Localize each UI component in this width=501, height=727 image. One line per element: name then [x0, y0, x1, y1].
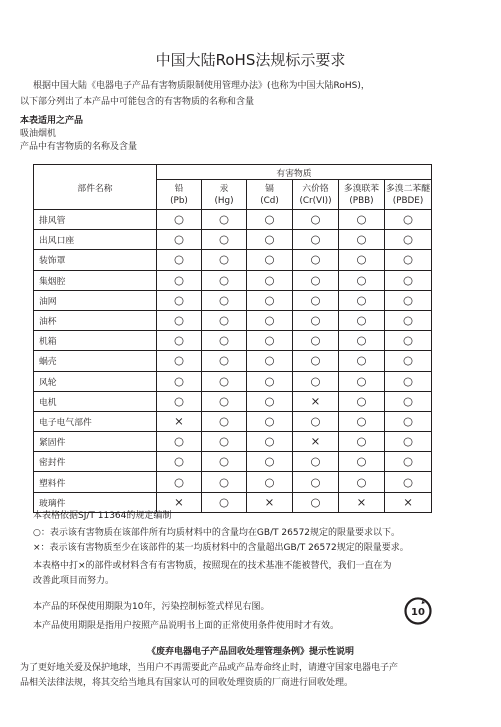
- substance-mark: ○: [218, 474, 230, 489]
- substance-mark: ○: [402, 252, 414, 267]
- substance-mark-cell: [157, 270, 202, 290]
- substance-symbol: (Cr(VI)): [299, 195, 332, 206]
- substance-mark-cell: [247, 331, 293, 351]
- intro-line-2: 以下部分列出了本产品中可能包含的有害物质的名称和含量: [20, 97, 255, 107]
- substance-mark: ○: [173, 313, 185, 328]
- substance-mark: ○: [264, 393, 275, 408]
- substance-mark-cell: [247, 290, 293, 310]
- substance-mark: ○: [310, 474, 321, 489]
- substance-mark-cell: [339, 432, 385, 452]
- substance-header: [339, 180, 385, 210]
- part-name: 油网: [34, 290, 157, 310]
- substance-mark: ○: [173, 272, 185, 287]
- substance-mark: ○: [310, 252, 321, 267]
- part-name: 排风管: [34, 210, 157, 230]
- part-name: 紧固件: [34, 432, 157, 452]
- substance-mark-cell: [157, 331, 202, 351]
- substance-header: [202, 180, 247, 210]
- substance-mark: ○: [173, 292, 185, 307]
- note-tech-line-1: 本表格中打×的部件或材料含有有害物质，按照现在的技术基准不能被替代，我们一直在为: [33, 561, 392, 571]
- substance-mark-cell: [202, 270, 247, 290]
- substance-mark: ×: [403, 494, 413, 509]
- part-name: 油杯: [34, 310, 157, 330]
- substance-mark-cell: [202, 452, 247, 472]
- substance-mark: ○: [218, 292, 230, 307]
- substance-mark-cell: [385, 391, 432, 411]
- substance-mark: ○: [402, 413, 414, 428]
- substance-mark: ○: [173, 454, 185, 469]
- substance-mark: ○: [402, 292, 414, 307]
- note-circle: ○：表示该有害物质在该部件所有均质材料中的含量均在GB/T 26572规定的限量要求以下。: [33, 528, 401, 538]
- substance-mark: ○: [356, 474, 367, 489]
- substance-mark-cell: [293, 310, 339, 330]
- substance-header: [247, 180, 293, 210]
- substance-mark: ×: [356, 494, 367, 509]
- substance-mark: ○: [402, 232, 414, 247]
- substance-mark-cell: [293, 270, 339, 290]
- substance-mark-cell: [157, 310, 202, 330]
- note-basis: 本表格依据SJ/T 11364的规定编制: [33, 511, 172, 521]
- substance-mark: ○: [402, 313, 414, 328]
- substance-mark-cell: [247, 452, 293, 472]
- substance-symbol: (Pb): [170, 195, 188, 206]
- substance-mark-cell: [293, 351, 339, 371]
- substance-mark-cell: [293, 290, 339, 310]
- substance-mark-cell: [339, 230, 385, 250]
- table-row: [34, 210, 432, 230]
- substance-mark: ○: [356, 212, 367, 227]
- substance-mark: ○: [356, 272, 367, 287]
- substance-mark: ○: [356, 393, 367, 408]
- table-row: [34, 230, 432, 250]
- substance-mark-cell: [339, 371, 385, 391]
- part-name: 出风口座: [34, 230, 157, 250]
- substance-symbol: (PBDE): [392, 195, 424, 206]
- substance-mark-cell: [339, 270, 385, 290]
- substance-mark-cell: [247, 492, 293, 512]
- substance-mark: ○: [402, 272, 414, 287]
- substance-mark: ○: [356, 292, 367, 307]
- substance-mark: ○: [173, 353, 185, 368]
- substance-mark: ○: [356, 313, 367, 328]
- note-period: 本产品的环保使用期限为10年，污染控制标签式样见右图。: [33, 602, 270, 612]
- substance-mark-cell: [385, 310, 432, 330]
- part-name: 玻璃件: [34, 492, 157, 512]
- substance-mark-cell: [202, 391, 247, 411]
- substance-mark-cell: [293, 492, 339, 512]
- part-name: 密封件: [34, 452, 157, 472]
- substance-mark: ○: [218, 272, 230, 287]
- substance-mark: ○: [173, 333, 185, 348]
- substance-mark-cell: [202, 432, 247, 452]
- substance-mark-cell: [339, 210, 385, 230]
- substance-header: [293, 180, 339, 210]
- substance-name: 镉: [265, 183, 274, 194]
- note-cross: ×：表示该有害物质至少在该部件的某一均质材料中的含量超出GB/T 26572规定的限量要求。: [33, 543, 409, 553]
- substance-mark: ○: [173, 373, 185, 388]
- substance-mark: ○: [356, 353, 367, 368]
- substance-mark-cell: [202, 230, 247, 250]
- substance-mark-cell: [293, 230, 339, 250]
- substance-mark: ○: [356, 333, 367, 348]
- substance-mark: ○: [218, 373, 230, 388]
- part-name: 塑料件: [34, 472, 157, 492]
- substance-mark: ○: [218, 353, 230, 368]
- substances-group-header: 有害物质: [157, 165, 432, 180]
- substance-mark: ○: [402, 434, 414, 449]
- substance-mark-cell: [157, 452, 202, 472]
- table-row: [34, 331, 432, 351]
- substance-mark-cell: [385, 492, 432, 512]
- substance-mark-cell: [202, 210, 247, 230]
- substance-mark: ○: [173, 393, 185, 408]
- substance-name: 六价铬: [302, 183, 329, 194]
- substance-mark: ○: [310, 494, 321, 509]
- substance-mark-cell: [247, 371, 293, 391]
- substance-mark-cell: [157, 210, 202, 230]
- part-name-header: 部件名称: [34, 165, 157, 210]
- substance-mark-cell: [202, 492, 247, 512]
- substance-mark-cell: [293, 411, 339, 431]
- substance-mark-cell: [293, 371, 339, 391]
- substance-mark: ○: [310, 353, 321, 368]
- part-name: 蜗壳: [34, 351, 157, 371]
- substance-mark: ○: [264, 292, 275, 307]
- substance-mark: ○: [173, 232, 185, 247]
- substance-mark: ○: [310, 313, 321, 328]
- substance-mark: ○: [356, 413, 367, 428]
- substance-mark: ○: [356, 252, 367, 267]
- part-name: 电机: [34, 391, 157, 411]
- substance-symbol: (Hg): [214, 195, 234, 206]
- substance-mark-cell: [247, 391, 293, 411]
- substance-mark: ○: [264, 434, 275, 449]
- table-row: [34, 351, 432, 371]
- substance-symbol: (Cd): [260, 195, 279, 206]
- substance-mark-cell: [202, 331, 247, 351]
- substance-mark: ○: [402, 474, 414, 489]
- substance-mark-cell: [385, 331, 432, 351]
- substance-mark: ○: [264, 333, 275, 348]
- substance-mark: ×: [310, 393, 321, 408]
- substance-mark: ○: [402, 373, 414, 388]
- substance-mark: ○: [173, 434, 185, 449]
- applicable-heading: 本表适用之产品: [20, 116, 84, 126]
- substance-mark: ○: [310, 272, 321, 287]
- substance-mark-cell: [202, 351, 247, 371]
- substance-mark-cell: [157, 391, 202, 411]
- substance-mark: ○: [310, 212, 321, 227]
- substance-mark-cell: [293, 331, 339, 351]
- substance-mark: ○: [356, 454, 367, 469]
- table-row: [34, 290, 432, 310]
- table-row: [34, 371, 432, 391]
- table-row: [34, 432, 432, 452]
- part-name: 集烟腔: [34, 270, 157, 290]
- substance-mark: ○: [310, 232, 321, 247]
- substance-mark: ○: [310, 333, 321, 348]
- logo-number: 10: [411, 606, 425, 618]
- note-tech-line-2: 改善此项目而努力。: [33, 576, 115, 586]
- substance-mark: ○: [356, 434, 367, 449]
- substance-mark-cell: [157, 250, 202, 270]
- part-name: 电子电气部件: [34, 411, 157, 431]
- substance-mark-cell: [385, 452, 432, 472]
- substance-mark-cell: [339, 351, 385, 371]
- substance-mark-cell: [247, 310, 293, 330]
- substance-mark-cell: [385, 472, 432, 492]
- substance-mark: ○: [218, 494, 230, 509]
- substance-mark: ○: [218, 212, 230, 227]
- substance-mark-cell: [339, 411, 385, 431]
- substance-mark-cell: [202, 371, 247, 391]
- substance-mark-cell: [339, 250, 385, 270]
- substance-mark: ×: [310, 434, 321, 449]
- substance-mark-cell: [157, 351, 202, 371]
- substance-mark-cell: [247, 250, 293, 270]
- substance-mark-cell: [385, 250, 432, 270]
- substance-mark: ×: [264, 494, 275, 509]
- table-row: [34, 270, 432, 290]
- table-row: [34, 310, 432, 330]
- substance-mark-cell: [247, 210, 293, 230]
- substance-mark-cell: [293, 391, 339, 411]
- intro-line-1: 根据中国大陆《电器电子产品有害物质限制使用管理办法》(也称为中国大陆RoHS)，: [33, 81, 370, 91]
- substance-mark-cell: [339, 331, 385, 351]
- substance-mark: ○: [356, 373, 367, 388]
- substance-mark: ○: [264, 353, 275, 368]
- substance-mark-cell: [202, 472, 247, 492]
- substance-mark-cell: [339, 492, 385, 512]
- substance-mark: ○: [218, 333, 230, 348]
- substance-name: 多溴二苯醚: [386, 183, 430, 194]
- substance-mark: ○: [310, 373, 321, 388]
- substance-mark: ○: [218, 413, 230, 428]
- substance-mark-cell: [385, 210, 432, 230]
- recycle-line-1: 为了更好地关爱及保护地球，当用户不再需要此产品或产品寿命终止时，请遵守国家电器电子产: [20, 663, 399, 673]
- substance-mark-cell: [247, 230, 293, 250]
- substance-header: [385, 180, 432, 210]
- part-name: 机箱: [34, 331, 157, 351]
- substance-mark-cell: [339, 310, 385, 330]
- hazardous-substances-table: [33, 164, 432, 513]
- substance-mark-cell: [247, 351, 293, 371]
- page-title: 中国大陆RoHS法规标示要求: [155, 51, 346, 69]
- substance-mark-cell: [247, 472, 293, 492]
- substance-mark: ○: [264, 373, 275, 388]
- substance-mark-cell: [157, 472, 202, 492]
- table-row: [34, 391, 432, 411]
- note-usage: 本产品使用期限是指用户按照产品说明书上面的正常使用条件使用时才有效。: [33, 621, 340, 631]
- substance-mark-cell: [385, 270, 432, 290]
- substance-mark: ○: [173, 474, 185, 489]
- substance-mark: ○: [356, 232, 367, 247]
- substance-mark-cell: [247, 411, 293, 431]
- substance-mark: ○: [402, 393, 414, 408]
- substance-mark: ○: [264, 474, 275, 489]
- substance-mark: ○: [218, 313, 230, 328]
- substance-mark-cell: [339, 472, 385, 492]
- substance-name: 多溴联苯: [343, 183, 380, 194]
- pollution-control-logo: [404, 597, 432, 625]
- substance-mark-cell: [293, 452, 339, 472]
- substance-mark-cell: [385, 411, 432, 431]
- substance-mark: ○: [173, 212, 185, 227]
- substance-mark: ○: [264, 313, 275, 328]
- substance-mark: ○: [264, 212, 275, 227]
- substance-mark: ○: [310, 413, 321, 428]
- substance-mark: ○: [310, 454, 321, 469]
- substance-mark: ×: [174, 494, 184, 509]
- substance-header: [157, 180, 202, 210]
- substance-mark-cell: [157, 290, 202, 310]
- substance-mark: ○: [218, 454, 230, 469]
- substance-name: 铅: [174, 183, 184, 194]
- substance-mark: ○: [402, 353, 414, 368]
- table-row: [34, 472, 432, 492]
- substance-mark-cell: [157, 411, 202, 431]
- substance-mark-cell: [339, 452, 385, 472]
- substance-mark-cell: [339, 391, 385, 411]
- part-name: 风轮: [34, 371, 157, 391]
- substance-mark-cell: [385, 432, 432, 452]
- substance-symbol: (PBB): [349, 195, 374, 206]
- substance-mark-cell: [247, 270, 293, 290]
- substance-mark-cell: [157, 371, 202, 391]
- substance-mark: ○: [173, 252, 185, 267]
- substance-mark-cell: [202, 250, 247, 270]
- substance-mark: ○: [218, 393, 230, 408]
- product-name: 吸油烟机: [20, 129, 57, 139]
- substance-name: 汞: [219, 183, 229, 194]
- recycle-line-2: 品相关法律法规，将其交给当地具有国家认可的回收处理资质的厂商进行回收处理。: [20, 678, 354, 688]
- substance-mark-cell: [202, 411, 247, 431]
- part-name: 装饰罩: [34, 250, 157, 270]
- substance-mark-cell: [385, 290, 432, 310]
- substance-mark: ○: [218, 434, 230, 449]
- substance-mark-cell: [157, 432, 202, 452]
- substance-mark: ○: [264, 413, 275, 428]
- substance-mark: ○: [218, 252, 230, 267]
- substance-mark: ○: [264, 232, 275, 247]
- recycle-heading: 《废弃电器电子产品回收处理管理条例》提示性说明: [146, 647, 354, 657]
- substance-mark-cell: [202, 290, 247, 310]
- substance-mark-cell: [385, 351, 432, 371]
- substance-mark: ○: [264, 252, 275, 267]
- table-row: [34, 452, 432, 472]
- substance-mark: ○: [310, 292, 321, 307]
- substance-mark: ×: [174, 413, 184, 428]
- substance-mark-cell: [293, 210, 339, 230]
- substance-mark-cell: [293, 472, 339, 492]
- substance-mark: ○: [402, 212, 414, 227]
- substance-mark-cell: [157, 230, 202, 250]
- substance-mark-cell: [247, 432, 293, 452]
- substance-mark: ○: [402, 454, 414, 469]
- substance-mark-cell: [293, 250, 339, 270]
- table-row: [34, 411, 432, 431]
- table-row: [34, 250, 432, 270]
- substance-mark-cell: [385, 371, 432, 391]
- table-caption: 产品中有害物质的名称及含量: [20, 142, 138, 152]
- substance-mark-cell: [202, 310, 247, 330]
- substance-mark: ○: [218, 232, 230, 247]
- substance-mark: ○: [264, 454, 275, 469]
- substance-mark-cell: [385, 230, 432, 250]
- substance-mark: ○: [264, 272, 275, 287]
- substance-mark-cell: [293, 432, 339, 452]
- substance-mark-cell: [339, 290, 385, 310]
- substance-mark: ○: [402, 333, 414, 348]
